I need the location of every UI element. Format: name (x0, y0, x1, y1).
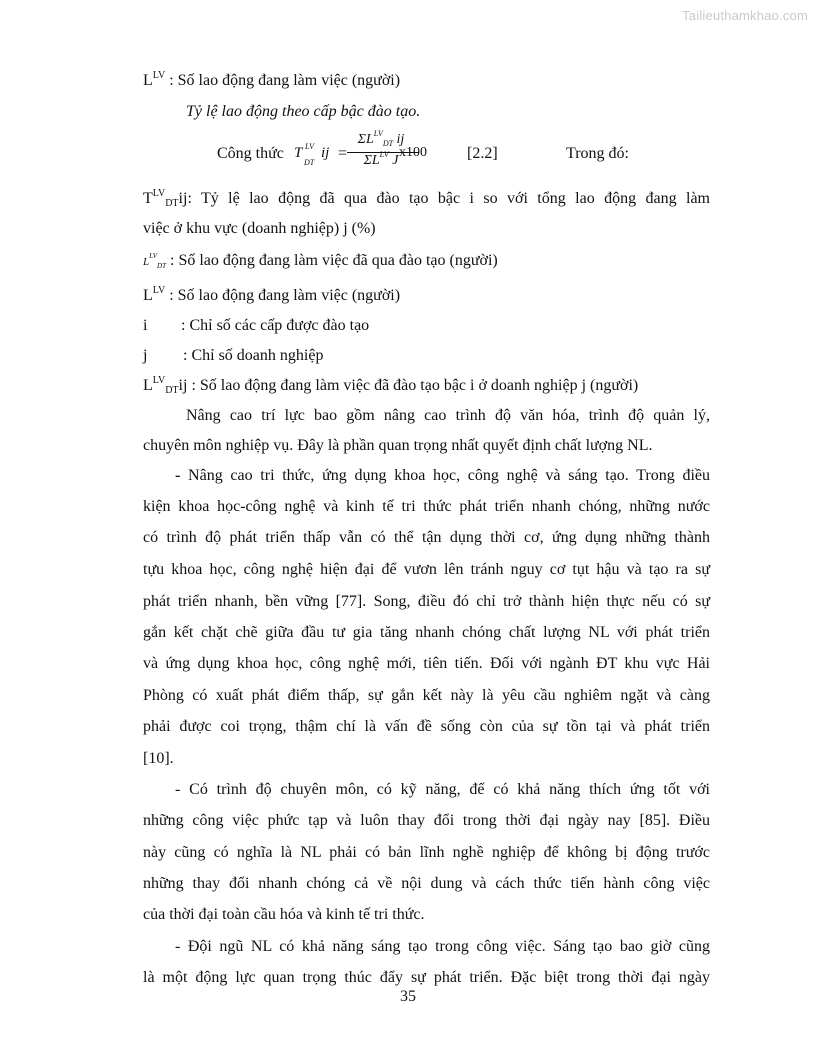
num-ij: ij (393, 132, 405, 147)
den-j: J (388, 153, 399, 168)
paragraph-line: kiện khoa học-công nghệ và kinh tế tri thức phát triển nhanh chóng, những nước (143, 498, 710, 515)
paragraph-line: này cũng có nghĩa là NL phải có bản lĩnh nghề nghiệp để không bị động trước (143, 844, 710, 861)
paragraph-line: chuyên môn nghiệp vụ. Đây là phần quan trọng nhất quyết định chất lượng NL. (143, 437, 653, 454)
num-sub: DT (382, 139, 394, 148)
definition-line-ldt (143, 251, 498, 272)
num-sum: ΣL (357, 132, 374, 147)
paragraph-line: và ứng dụng khoa học, công nghệ mới, tiên tiến. Đối với ngành ĐT khu vực Hải (143, 655, 710, 672)
definition-line-j (143, 346, 324, 366)
formula-x100: x100 (399, 145, 427, 160)
superscript: LV (152, 375, 166, 386)
formula-lhs (294, 142, 330, 167)
definition-line-ldtij (143, 376, 638, 396)
paragraph-line: phải được coi trọng, thậm chí là vấn đề sống còn của sự tồn tại và phát triển (143, 718, 710, 735)
num-sup: LV (373, 129, 383, 138)
paragraph-line: - Có trình độ chuyên môn, có kỹ năng, để có khả năng thích ứng tốt với (175, 781, 710, 798)
definition-text: : Chỉ số các cấp được đào tạo (181, 317, 370, 334)
paragraph-line: Nâng cao trí lực bao gồm nâng cao trình độ văn hóa, trình độ quản lý, (186, 407, 710, 424)
symbol-i: i (143, 317, 148, 334)
superscript: LV (152, 285, 166, 296)
bullet-line (175, 466, 710, 486)
formula-lhs-sub: DT (304, 158, 315, 167)
subscript: DT (165, 198, 179, 209)
subscript: DT (165, 385, 179, 396)
symbol-T: T (143, 190, 153, 207)
symbol-L: L (143, 72, 153, 89)
superscript: LV (152, 70, 166, 81)
definition-line-t-cont: việc ở khu vực (doanh nghiệp) j (%) (143, 220, 376, 237)
den-sup: LV (379, 150, 389, 159)
paragraph-line: những thay đổi nhanh chóng cả về nội dung và cách thức tiến hành công việc (143, 875, 710, 892)
formula-lhs-symbol: T (294, 145, 303, 161)
paragraph-line: của thời đại toàn cầu hóa và kinh tế tri thức. (143, 906, 425, 923)
paragraph-line: là một động lực quan trọng thúc đẩy sự phát triển. Đặc biệt trong thời đại ngày (143, 969, 710, 986)
definition-line-lv (143, 71, 400, 91)
trong-do-label: Trong đó: (566, 145, 629, 162)
paragraph-line: những công việc phức tạp và luôn thay đổi trong thời đại ngày nay [85]. Điều (143, 812, 710, 829)
formula-lhs-ij: ij (321, 145, 330, 161)
paragraph-line: - Đội ngũ NL có khả năng sáng tạo trong công việc. Sáng tạo bao giờ cũng (175, 938, 710, 955)
definition-text: : Số lao động đang làm việc (người) (165, 72, 401, 89)
den-sum: ΣL (363, 153, 380, 168)
formula-lhs-sup: LV (305, 142, 315, 151)
paragraph-line: có trình độ phát triển thấp vẫn có thể tận dụng thời cơ, ứng dụng những thành (143, 529, 710, 546)
paragraph-line: tựu khoa học, công nghệ hiện đại để vươn lên tránh nguy cơ tụt hậu và tạo ra sự (143, 561, 710, 578)
paragraph-line: phát triển nhanh, bền vững [77]. Song, điều đó chỉ trở thành hiện thực nếu có sự (143, 593, 710, 610)
formula-label: Công thức (217, 145, 284, 162)
definition-text: : Số lao động đang làm việc đã qua đào tạo (người) (166, 252, 498, 269)
paragraph-line: [10]. (143, 750, 174, 767)
definition-line-lv-2 (143, 286, 400, 306)
superscript: LV (152, 188, 166, 199)
definition-line-t (143, 189, 710, 209)
bullet-text: Nâng cao tri thức, ứng dụng khoa học, công nghệ và sáng tạo. Trong điều (188, 467, 710, 484)
definition-text: ij : Số lao động đang làm việc đã đào tạo bậc i ở doanh nghiệp j (người) (178, 377, 639, 394)
bullet-dash: - (175, 467, 189, 484)
section-subtitle: Tỷ lệ lao động theo cấp bậc đào tạo. (186, 103, 421, 120)
definition-text: : Số lao động đang làm việc (người) (165, 287, 401, 304)
formula-ref: [2.2] (467, 145, 498, 162)
symbol-j: j (143, 347, 148, 364)
watermark: Tailieuthamkhao.com (682, 8, 808, 23)
page-number: 35 (400, 988, 416, 1005)
definition-text: : Chỉ số doanh nghiệp (183, 347, 324, 364)
symbol-L-small: $L^{LV}_{DT}$ (143, 252, 166, 270)
definition-line-i (143, 316, 370, 336)
paragraph-line: Phòng có xuất phát điểm thấp, sự gắn kết này là yêu cầu nghiêm ngặt và càng (143, 687, 710, 704)
paragraph-line: gắn kết chặt chẽ giữa đầu tư gia tăng nhanh chóng chất lượng NL với phát triển (143, 624, 710, 641)
symbol-L: L (143, 377, 153, 394)
definition-text: ij: Tỷ lệ lao động đã qua đào tạo bậc i so với tổng lao động đang làm (178, 190, 710, 207)
formula-equals: = (338, 145, 348, 162)
symbol-L: L (143, 287, 153, 304)
